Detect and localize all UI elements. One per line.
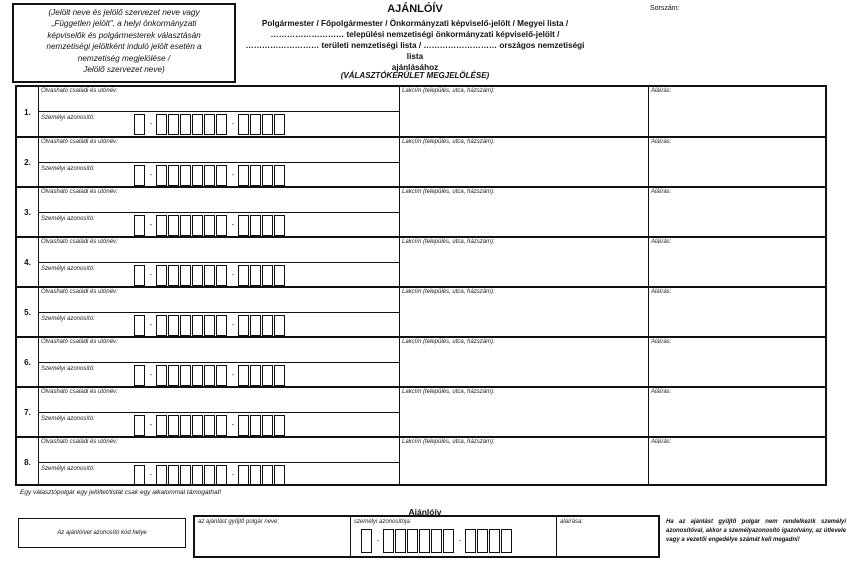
address-label: Lakcím (település, utca, házszám):: [402, 239, 495, 245]
collector-id-cell[interactable]: [351, 517, 557, 556]
id-label: Személyi azonosító:: [41, 216, 95, 222]
name-field[interactable]: [39, 288, 399, 313]
id-separator: -: [231, 372, 235, 379]
id-digit-box[interactable]: [216, 365, 227, 386]
id-digit-box[interactable]: [180, 114, 191, 135]
id-label: Személyi azonosító:: [41, 466, 95, 472]
endorsement-table: [15, 85, 827, 486]
signature-label: Aláírás:: [651, 439, 672, 445]
personal-id-boxes[interactable]: [134, 415, 286, 436]
table-row: [17, 186, 825, 236]
id-digit-box[interactable]: [262, 465, 273, 486]
name-label: Olvasható családi és utónév:: [41, 389, 118, 395]
name-id-cell: [39, 388, 400, 436]
id-digit-box[interactable]: [262, 315, 273, 336]
name-id-cell: [39, 338, 400, 386]
id-digit-box[interactable]: [134, 114, 145, 135]
address-label: Lakcím (település, utca, házszám):: [402, 389, 495, 395]
personal-id-boxes[interactable]: [134, 365, 286, 386]
id-digit-box[interactable]: [238, 465, 249, 486]
id-digit-box[interactable]: [204, 265, 215, 286]
id-digit-box[interactable]: [168, 265, 179, 286]
id-digit-box[interactable]: [250, 315, 261, 336]
id-digit-box[interactable]: [168, 215, 179, 236]
id-digit-box[interactable]: [216, 415, 227, 436]
id-digit-box[interactable]: [262, 365, 273, 386]
id-digit-box[interactable]: [180, 365, 191, 386]
header-line: nemzetiségi jelöltként induló jelölt esetén a: [46, 42, 202, 52]
id-digit-box[interactable]: [238, 365, 249, 386]
id-digit-box[interactable]: [192, 165, 203, 186]
id-digit-box[interactable]: [238, 215, 249, 236]
form-title: AJÁNLÓÍV: [387, 3, 443, 15]
id-digit-box[interactable]: [204, 165, 215, 186]
address-field[interactable]: [400, 338, 649, 386]
id-digit-box[interactable]: [216, 215, 227, 236]
id-digit-box[interactable]: [216, 265, 227, 286]
table-row: [17, 286, 825, 336]
id-digit-box[interactable]: [274, 465, 285, 486]
signature-field[interactable]: [649, 288, 825, 336]
collector-signature-label: aláírása:: [560, 519, 584, 525]
signature-field[interactable]: [649, 388, 825, 436]
name-label: Olvasható családi és utónév:: [41, 239, 118, 245]
id-separator: -: [149, 422, 153, 429]
subtitle-line: ……………………… területi nemzetiségi lista / ……………………… országos nemzetiségi lista: [245, 41, 585, 61]
id-digit-box[interactable]: [192, 315, 203, 336]
header-line: „Független jelölt”, a helyi önkormányzati: [51, 19, 197, 29]
id-digit-box[interactable]: [262, 165, 273, 186]
name-field[interactable]: [39, 238, 399, 263]
id-digit-box[interactable]: [156, 365, 167, 386]
name-id-cell: [39, 138, 400, 186]
id-digit-box[interactable]: [192, 265, 203, 286]
signature-field[interactable]: [649, 138, 825, 186]
id-label: Személyi azonosító:: [41, 115, 95, 121]
id-digit-box[interactable]: [204, 415, 215, 436]
id-digit-box[interactable]: [168, 415, 179, 436]
id-digit-box[interactable]: [361, 529, 372, 553]
signature-field[interactable]: [649, 338, 825, 386]
signature-label: Aláírás:: [651, 389, 672, 395]
name-label: Olvasható családi és utónév:: [41, 339, 118, 345]
row-number: 4.: [17, 238, 39, 286]
id-digit-box[interactable]: [419, 529, 430, 553]
row-number: 2.: [17, 138, 39, 186]
id-label: Személyi azonosító:: [41, 166, 95, 172]
id-digit-box[interactable]: [238, 415, 249, 436]
table-row: [17, 436, 825, 486]
id-digit-box[interactable]: [238, 315, 249, 336]
id-digit-box[interactable]: [274, 215, 285, 236]
table-row: [17, 136, 825, 186]
id-separator: -: [458, 537, 462, 545]
id-digit-box[interactable]: [250, 215, 261, 236]
id-digit-box[interactable]: [250, 165, 261, 186]
id-separator: -: [149, 472, 153, 479]
control-code-box: Az ajánlóívet azonosító kód helye: [18, 518, 186, 548]
table-row: [17, 87, 825, 137]
header-line: Jelölő szervezet neve): [83, 65, 165, 75]
name-id-cell: [39, 238, 400, 286]
id-separator: -: [231, 422, 235, 429]
id-digit-box[interactable]: [250, 365, 261, 386]
id-digit-box[interactable]: [168, 465, 179, 486]
row-number: 6.: [17, 338, 39, 386]
id-digit-box[interactable]: [250, 265, 261, 286]
id-digit-box[interactable]: [238, 265, 249, 286]
name-id-cell: [39, 438, 400, 486]
id-digit-box[interactable]: [274, 315, 285, 336]
id-separator: -: [231, 272, 235, 279]
id-label: Személyi azonosító:: [41, 316, 95, 322]
id-digit-box[interactable]: [238, 114, 249, 135]
signature-field[interactable]: [649, 238, 825, 286]
id-digit-box[interactable]: [204, 215, 215, 236]
serial-label: Sorszám:: [650, 5, 680, 12]
address-field[interactable]: [400, 388, 649, 436]
table-row: [17, 336, 825, 386]
subtitle-line: ……………………… települési nemzetiségi önkormányzati képviselő-jelölt /: [270, 30, 560, 39]
collector-name-cell[interactable]: [195, 517, 351, 556]
id-digit-box[interactable]: [134, 415, 145, 436]
subtitle-line: ajánlásához: [391, 63, 439, 72]
id-digit-box[interactable]: [180, 165, 191, 186]
name-field[interactable]: [39, 438, 399, 463]
id-digit-box[interactable]: [443, 529, 454, 553]
id-digit-box[interactable]: [180, 265, 191, 286]
collector-name-label: az ajánlást gyűjtő polgár neve:: [198, 519, 280, 525]
id-digit-box[interactable]: [156, 165, 167, 186]
id-digit-box[interactable]: [407, 529, 418, 553]
id-digit-box[interactable]: [204, 114, 215, 135]
row-number: 8.: [17, 438, 39, 486]
id-digit-box[interactable]: [501, 529, 512, 553]
personal-id-boxes[interactable]: [134, 265, 286, 286]
name-field[interactable]: [39, 188, 399, 213]
id-digit-box[interactable]: [274, 165, 285, 186]
id-separator: -: [231, 322, 235, 329]
id-digit-box[interactable]: [134, 465, 145, 486]
id-digit-box[interactable]: [134, 215, 145, 236]
id-digit-box[interactable]: [192, 365, 203, 386]
id-digit-box[interactable]: [274, 265, 285, 286]
id-separator: -: [376, 537, 380, 545]
candidate-name-box: [12, 3, 236, 83]
id-digit-box[interactable]: [192, 114, 203, 135]
row-number: 1.: [17, 87, 39, 137]
id-note: Ha az ajánlást gyűjtő polgár nem rendelkezik személyi azonosítóval, akkor a személyazonosító igazolvány, az útlevele vagy a vezetői engedélye számát kell megadni!: [666, 519, 846, 543]
id-digit-box[interactable]: [216, 315, 227, 336]
id-digit-box[interactable]: [134, 365, 145, 386]
id-separator: -: [149, 121, 153, 128]
name-label: Olvasható családi és utónév:: [41, 289, 118, 295]
form-subtitle: [240, 18, 590, 73]
header-line: nemzetiség megjelölése /: [77, 53, 171, 63]
id-separator: -: [231, 222, 235, 229]
name-field[interactable]: [39, 138, 399, 163]
name-field[interactable]: [39, 338, 399, 363]
id-separator: -: [149, 172, 153, 179]
id-digit-box[interactable]: [156, 265, 167, 286]
id-digit-box[interactable]: [156, 114, 167, 135]
id-digit-box[interactable]: [216, 465, 227, 486]
signature-field[interactable]: [649, 438, 825, 486]
id-digit-box[interactable]: [192, 415, 203, 436]
id-digit-box[interactable]: [134, 315, 145, 336]
id-separator: -: [231, 172, 235, 179]
repeat-note: Egy választópolgár egy jelöltet/listát csak egy alkalommal támogathat!: [20, 489, 222, 496]
signature-label: Aláírás:: [651, 189, 672, 195]
id-digit-box[interactable]: [204, 365, 215, 386]
name-label: Olvasható családi és utónév:: [41, 139, 118, 145]
id-digit-box[interactable]: [274, 365, 285, 386]
row-number: 5.: [17, 288, 39, 336]
id-digit-box[interactable]: [262, 114, 273, 135]
personal-id-boxes[interactable]: [134, 165, 286, 186]
personal-id-boxes[interactable]: [134, 215, 286, 236]
id-digit-box[interactable]: [204, 315, 215, 336]
name-label: Olvasható családi és utónév:: [41, 439, 118, 445]
id-digit-box[interactable]: [250, 415, 261, 436]
district-note: (VÁLASZTÓKERÜLET MEGJELÖLÉSE): [340, 71, 490, 80]
id-separator: -: [149, 322, 153, 329]
id-digit-box[interactable]: [431, 529, 442, 553]
row-number: 3.: [17, 188, 39, 236]
id-digit-box[interactable]: [238, 165, 249, 186]
id-digit-box[interactable]: [134, 265, 145, 286]
address-field[interactable]: [400, 87, 649, 137]
personal-id-boxes[interactable]: [134, 315, 286, 336]
id-digit-box[interactable]: [180, 415, 191, 436]
id-digit-box[interactable]: [134, 165, 145, 186]
signature-field[interactable]: [649, 188, 825, 236]
collector-id-label: személyi azonosítója:: [354, 519, 412, 525]
id-digit-box[interactable]: [204, 465, 215, 486]
name-label: Olvasható családi és utónév:: [41, 189, 118, 195]
id-digit-box[interactable]: [274, 114, 285, 135]
signature-label: Aláírás:: [651, 88, 672, 94]
id-separator: -: [231, 121, 235, 128]
signature-label: Aláírás:: [651, 139, 672, 145]
address-field[interactable]: [400, 188, 649, 236]
id-digit-box[interactable]: [168, 165, 179, 186]
id-digit-box[interactable]: [489, 529, 500, 553]
id-digit-box[interactable]: [192, 215, 203, 236]
bottom-title: Ajánlóív: [408, 507, 442, 517]
id-separator: -: [149, 272, 153, 279]
id-label: Személyi azonosító:: [41, 366, 95, 372]
id-digit-box[interactable]: [156, 415, 167, 436]
id-digit-box[interactable]: [156, 465, 167, 486]
header-line: képviselők és polgármesterek választásán: [47, 30, 201, 40]
id-digit-box[interactable]: [383, 529, 394, 553]
id-digit-box[interactable]: [168, 315, 179, 336]
address-label: Lakcím (település, utca, házszám):: [402, 439, 495, 445]
table-row: [17, 236, 825, 286]
address-label: Lakcím (település, utca, házszám):: [402, 189, 495, 195]
subtitle-line: Polgármester / Főpolgármester / Önkormányzati képviselő-jelölt / Megyei lista /: [261, 19, 569, 28]
id-digit-box[interactable]: [250, 114, 261, 135]
name-label: Olvasható családi és utónév:: [41, 88, 118, 94]
id-digit-box[interactable]: [156, 315, 167, 336]
name-field[interactable]: [39, 388, 399, 413]
id-digit-box[interactable]: [168, 114, 179, 135]
id-digit-box[interactable]: [216, 114, 227, 135]
personal-id-boxes[interactable]: [134, 465, 286, 486]
signature-label: Aláírás:: [651, 289, 672, 295]
name-id-cell: [39, 87, 400, 137]
id-digit-box[interactable]: [465, 529, 476, 553]
id-separator: -: [231, 472, 235, 479]
address-field[interactable]: [400, 438, 649, 486]
id-label: Személyi azonosító:: [41, 266, 95, 272]
row-number: 7.: [17, 388, 39, 436]
table-row: [17, 386, 825, 436]
name-field[interactable]: [39, 87, 399, 112]
address-field[interactable]: [400, 138, 649, 186]
header-line: (Jelölt neve és jelölő szervezet neve vagy: [48, 8, 200, 17]
collector-table: [193, 515, 660, 558]
id-digit-box[interactable]: [395, 529, 406, 553]
signature-label: Aláírás:: [651, 339, 672, 345]
id-digit-box[interactable]: [180, 465, 191, 486]
id-digit-box[interactable]: [262, 215, 273, 236]
id-digit-box[interactable]: [192, 465, 203, 486]
address-label: Lakcím (település, utca, házszám):: [402, 289, 495, 295]
address-label: Lakcím (település, utca, házszám):: [402, 339, 495, 345]
id-digit-box[interactable]: [216, 165, 227, 186]
id-digit-box[interactable]: [262, 265, 273, 286]
address-field[interactable]: [400, 238, 649, 286]
name-id-cell: [39, 188, 400, 236]
id-digit-box[interactable]: [250, 465, 261, 486]
id-digit-box[interactable]: [180, 315, 191, 336]
id-digit-box[interactable]: [156, 215, 167, 236]
collector-id-boxes[interactable]: [361, 529, 513, 553]
id-digit-box[interactable]: [180, 215, 191, 236]
id-separator: -: [149, 372, 153, 379]
id-digit-box[interactable]: [477, 529, 488, 553]
id-separator: -: [149, 222, 153, 229]
id-digit-box[interactable]: [274, 415, 285, 436]
id-label: Személyi azonosító:: [41, 416, 95, 422]
signature-field[interactable]: [649, 87, 825, 137]
id-digit-box[interactable]: [262, 415, 273, 436]
address-label: Lakcím (település, utca, házszám):: [402, 139, 495, 145]
address-label: Lakcím (település, utca, házszám):: [402, 88, 495, 94]
collector-signature-cell[interactable]: [557, 517, 658, 556]
name-id-cell: [39, 288, 400, 336]
personal-id-boxes[interactable]: [134, 114, 286, 135]
address-field[interactable]: [400, 288, 649, 336]
id-digit-box[interactable]: [168, 365, 179, 386]
signature-label: Aláírás:: [651, 239, 672, 245]
